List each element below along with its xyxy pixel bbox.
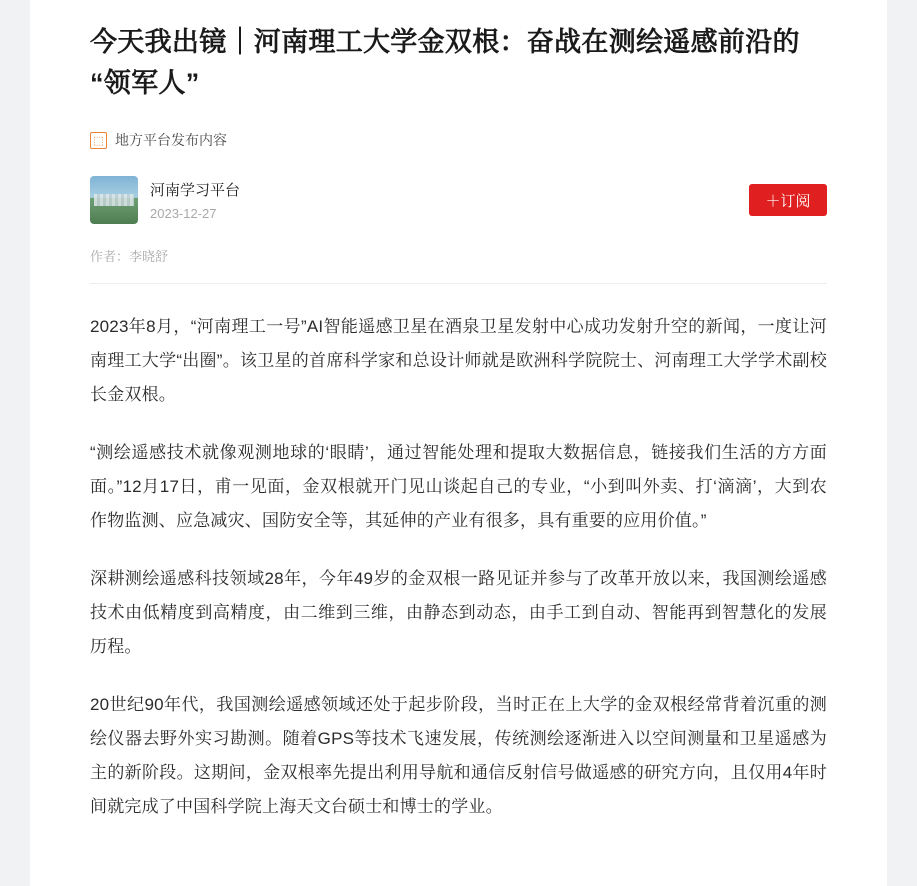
article-body: [90, 310, 827, 824]
article-page: [30, 0, 887, 886]
subscribe-button[interactable]: ＋订阅: [749, 184, 827, 216]
author-line: 作者：李晓舒: [90, 246, 827, 284]
location-platform-icon: ⬚: [90, 132, 107, 149]
paragraph: 深耕测绘遥感科技领域28年，今年49岁的金双根一路见证并参与了改革开放以来，我国测绘遥感技术由低精度到高精度，由二维到三维，由静态到动态，由手工到自动、智能再到智慧化的发展历程。: [90, 569, 827, 656]
publish-date: 2023-12-27: [150, 206, 217, 221]
source-meta: [150, 179, 749, 221]
paragraph: 2023年8月，“河南理工一号”AI智能遥感卫星在酒泉卫星发射中心成功发射升空的新闻，一度让河南理工大学“出圈”。该卫星的首席科学家和总设计师就是欧洲科学院院士、河南理工大学学术副校长金双根。: [90, 317, 827, 404]
paragraph: 20世纪90年代，我国测绘遥感领域还处于起步阶段，当时正在上大学的金双根经常背着沉重的测绘仪器去野外实习勘测。随着GPS等技术飞速发展，传统测绘逐渐进入以空间测量和卫星遥感为主的新阶段。这期间，金双根率先提出利用导航和通信反射信号做遥感的研究方向，且仅用4年时间就完成了中国科学院上海天文台硕士和博士的学业。: [90, 695, 827, 816]
avatar[interactable]: [90, 176, 138, 224]
page-title: 今天我出镜｜河南理工大学金双根：奋战在测绘遥感前沿的“领军人”: [90, 27, 800, 98]
source-row: [90, 176, 827, 224]
paragraph: “测绘遥感技术就像观测地球的‘眼睛’，通过智能处理和提取大数据信息，链接我们生活的方方面面。”12月17日，甫一见面，金双根就开门见山谈起自己的专业，“小到叫外卖、打‘滴滴’，大到农作物监测、应急减灾、国防安全等，其延伸的产业有很多，具有重要的应用价值。”: [90, 443, 827, 530]
platform-tag: [90, 130, 827, 150]
platform-tag-label: 地方平台发布内容: [115, 132, 227, 148]
source-name[interactable]: 河南学习平台: [150, 182, 241, 199]
